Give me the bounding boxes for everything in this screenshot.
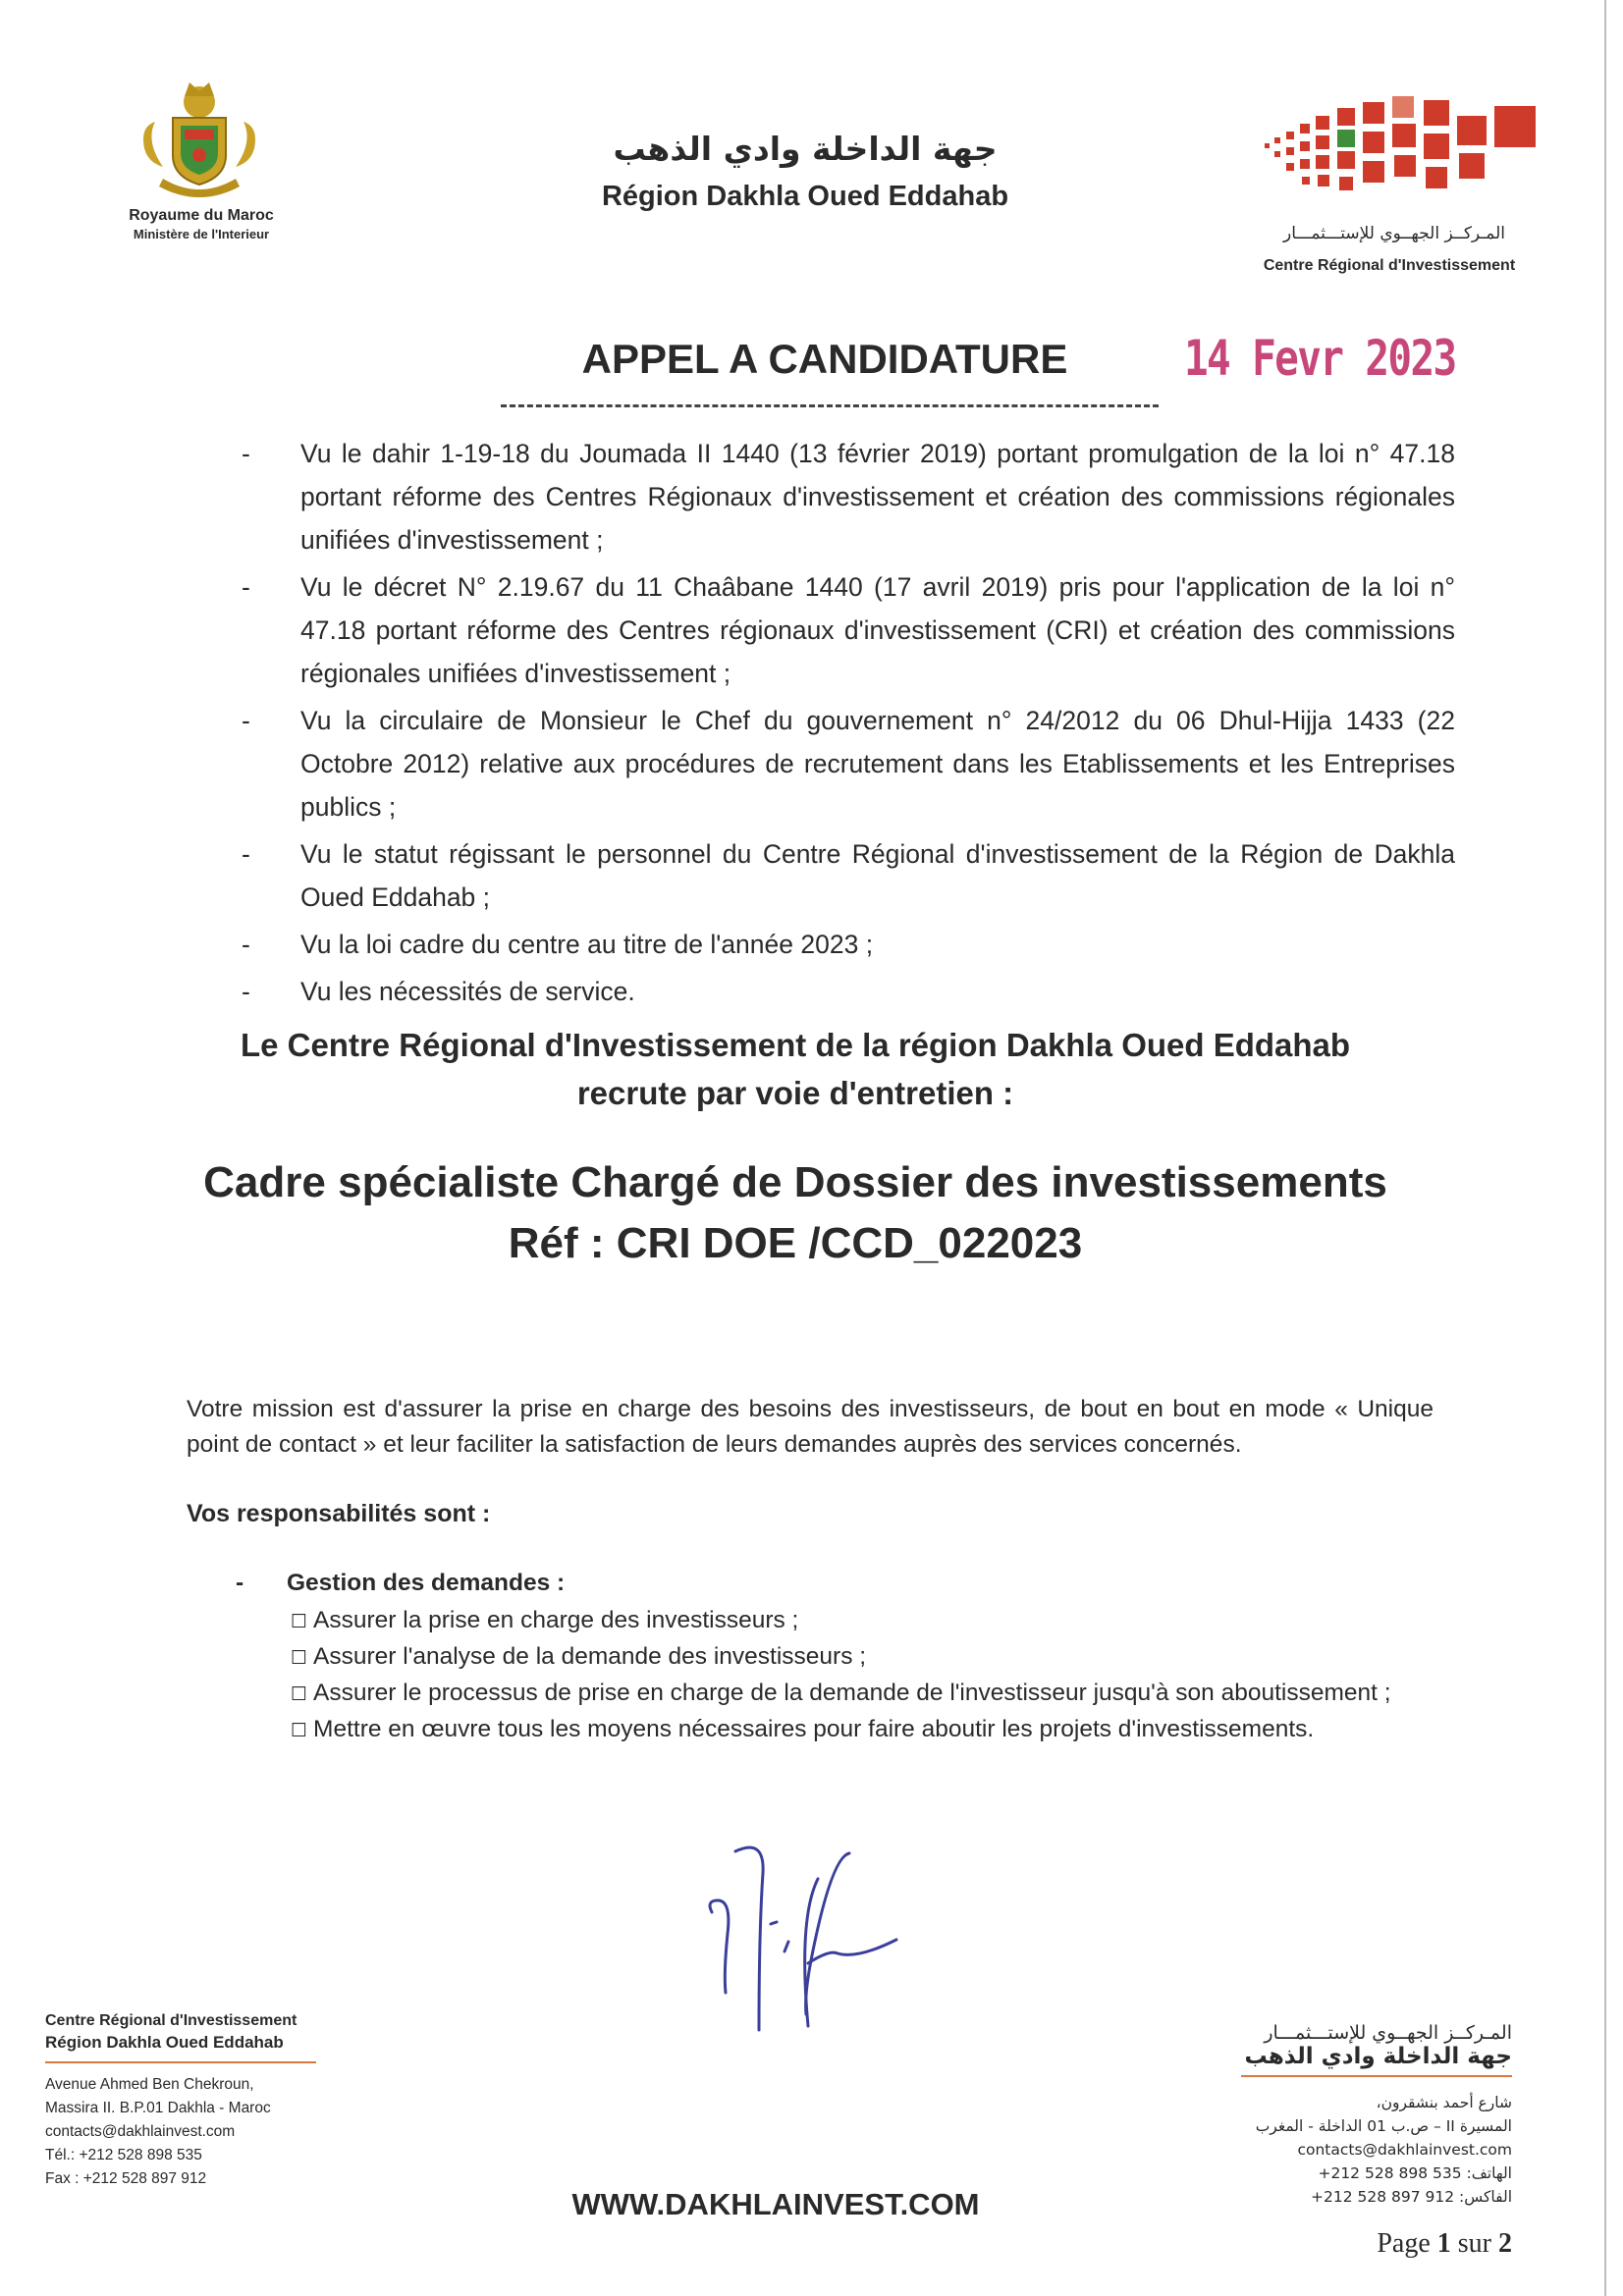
cri-name-french: Centre Régional d'Investissement: [1263, 257, 1516, 274]
task-text: Assurer la prise en charge des investisseurs ;: [313, 1607, 799, 1633]
task-list: [236, 1604, 1434, 1747]
footer-address-block: [45, 2073, 340, 2191]
checkbox-icon: ☐: [291, 1720, 308, 1741]
preamble-text: Vu le dahir 1-19-18 du Joumada II 1440 (13 février 2019) portant promulgation de la loi n° 47.18 portant réforme des Centres Régionaux d'investissement et création des commissions régionales unifiées d'investissement ;: [300, 439, 1455, 555]
footer-org-arabic: المـركــز الجهــوي للإستـــثمـــار: [1264, 2022, 1512, 2044]
bullet-dash: -: [242, 930, 250, 959]
footer-address-line: Avenue Ahmed Ben Chekroun,: [45, 2076, 254, 2093]
footer-divider: [1241, 2075, 1512, 2077]
footer-divider: [45, 2061, 316, 2063]
footer-email: contacts@dakhlainvest.com: [45, 2123, 236, 2140]
page-current: 1: [1436, 2228, 1451, 2259]
group-title-text: Gestion des demandes :: [287, 1570, 566, 1596]
footer-left: [45, 2010, 340, 2191]
responsibilities-label: Vos responsabilités sont :: [187, 1500, 491, 1527]
preamble-text: Vu la circulaire de Monsieur le Chef du gouvernement n° 24/2012 du 06 Dhul-Hijja 1433 (22 Octobre 2012) relative aux procédures de recrutement dans les Etablissements et les Entreprises publics ;: [300, 706, 1455, 822]
footer-address-line: المسيرة II – ص.ب 01 الداخلة - المغرب: [1255, 2117, 1512, 2135]
signature-icon: [702, 1834, 938, 2040]
checkbox-icon: ☐: [291, 1647, 308, 1669]
preamble-list: [242, 432, 1455, 1013]
cri-name-arabic: المـركــز الجهــوي للإستـــثمـــار: [1282, 224, 1506, 243]
footer-address-line: شارع أحمد بنشقرون،: [1376, 2094, 1512, 2111]
date-stamp: 14 Fevr 2023: [1184, 330, 1456, 387]
preamble-item: [242, 970, 1455, 1013]
scan-edge-line: [1604, 0, 1606, 2296]
preamble-text: Vu le statut régissant le personnel du Centre Régional d'investissement de la Région de Dakhla Oued Eddahab ;: [300, 839, 1455, 912]
preamble-text: Vu les nécessités de service.: [300, 977, 635, 1006]
page-total: 2: [1498, 2228, 1512, 2259]
preamble-item: [242, 923, 1455, 966]
region-name-arabic: جهة الداخلة وادي الذهب: [613, 130, 998, 168]
page-number: [1217, 2228, 1512, 2260]
mission-paragraph: Votre mission est d'assurer la prise en charge des besoins des investisseurs, de bout en bout en mode « Unique point de contact » et leur faciliter la satisfaction de leurs demandes auprès des services concernés.: [187, 1396, 1434, 1458]
footer-tel: +212 528 898 535 :الهاتف: [1318, 2164, 1512, 2182]
job-heading: [157, 1152, 1434, 1274]
footer-fax: +212 528 897 912 :الفاكس: [1311, 2188, 1512, 2206]
task-text: Mettre en œuvre tous les moyens nécessaires pour faire aboutir les projets d'investissements.: [313, 1716, 1315, 1742]
task-item: [291, 1713, 1434, 1747]
checkbox-icon: ☐: [291, 1611, 308, 1632]
footer-org: Centre Régional d'Investissement: [45, 2012, 298, 2029]
footer-email: contacts@dakhlainvest.com: [1297, 2141, 1512, 2159]
footer-right: [1149, 2022, 1512, 2209]
task-text: Assurer le processus de prise en charge de la demande de l'investisseur jusqu'à son aboutissement ;: [313, 1680, 1391, 1706]
title-divider: [501, 404, 1159, 407]
footer-fax: Fax : +212 528 897 912: [45, 2170, 207, 2187]
page-title: APPEL A CANDIDATURE: [581, 336, 1068, 382]
bullet-dash: -: [242, 977, 250, 1006]
page-of: sur: [1457, 2228, 1491, 2259]
responsibility-group: [236, 1567, 1434, 1747]
bullet-dash: -: [242, 439, 250, 468]
footer-tel: Tél.: +212 528 898 535: [45, 2147, 202, 2163]
footer-region: Région Dakhla Oued Eddahab: [45, 2033, 284, 2052]
preamble-item: [242, 832, 1455, 919]
intro-line: recrute par voie d'entretien :: [576, 1075, 1014, 1111]
footer-region-arabic: جهة الداخلة وادي الذهب: [1244, 2044, 1512, 2069]
government-label: [69, 206, 334, 243]
task-item: [291, 1677, 1434, 1711]
job-title: Cadre spécialiste Chargé de Dossier des investissements: [203, 1158, 1387, 1206]
gov-ministry: Ministère de l'Interieur: [133, 226, 270, 241]
recruitment-intro: [157, 1021, 1434, 1117]
cri-logo-icon: [1257, 94, 1542, 222]
gov-name: Royaume du Maroc: [129, 207, 274, 224]
intro-line: Le Centre Régional d'Investissement de la région Dakhla Oued Eddahab: [240, 1027, 1351, 1063]
bullet-dash: -: [242, 706, 250, 735]
preamble-text: Vu le décret N° 2.19.67 du 11 Chaâbane 1440 (17 avril 2019) pris pour l'application de la loi n° 47.18 portant réforme des Centres régionaux d'investissement (CRI) et création des commissions régionales unifiées d'investissement ;: [300, 572, 1455, 688]
preamble-item: [242, 565, 1455, 695]
task-text: Assurer l'analyse de la demande des investisseurs ;: [313, 1643, 867, 1670]
page-word: Page: [1377, 2228, 1431, 2259]
bullet-dash: -: [242, 572, 250, 602]
footer-address-block-arabic: [1149, 2091, 1512, 2209]
checkbox-icon: ☐: [291, 1683, 308, 1705]
bullet-dash: -: [242, 839, 250, 869]
preamble-item: [242, 699, 1455, 828]
royal-emblem-icon: [126, 61, 273, 208]
preamble-item: [242, 432, 1455, 561]
bullet-dash: -: [236, 1570, 244, 1596]
region-name-french: Région Dakhla Oued Eddahab: [601, 181, 1009, 212]
job-reference: Réf : CRI DOE /CCD_022023: [508, 1219, 1083, 1267]
preamble-text: Vu la loi cadre du centre au titre de l'année 2023 ;: [300, 930, 874, 959]
task-item: [291, 1604, 1434, 1638]
group-title: [236, 1567, 1434, 1600]
task-item: [291, 1640, 1434, 1675]
website-link[interactable]: WWW.DAKHLAINVEST.COM: [571, 2187, 980, 2221]
footer-address-line: Massira II. B.P.01 Dakhla - Maroc: [45, 2100, 271, 2116]
